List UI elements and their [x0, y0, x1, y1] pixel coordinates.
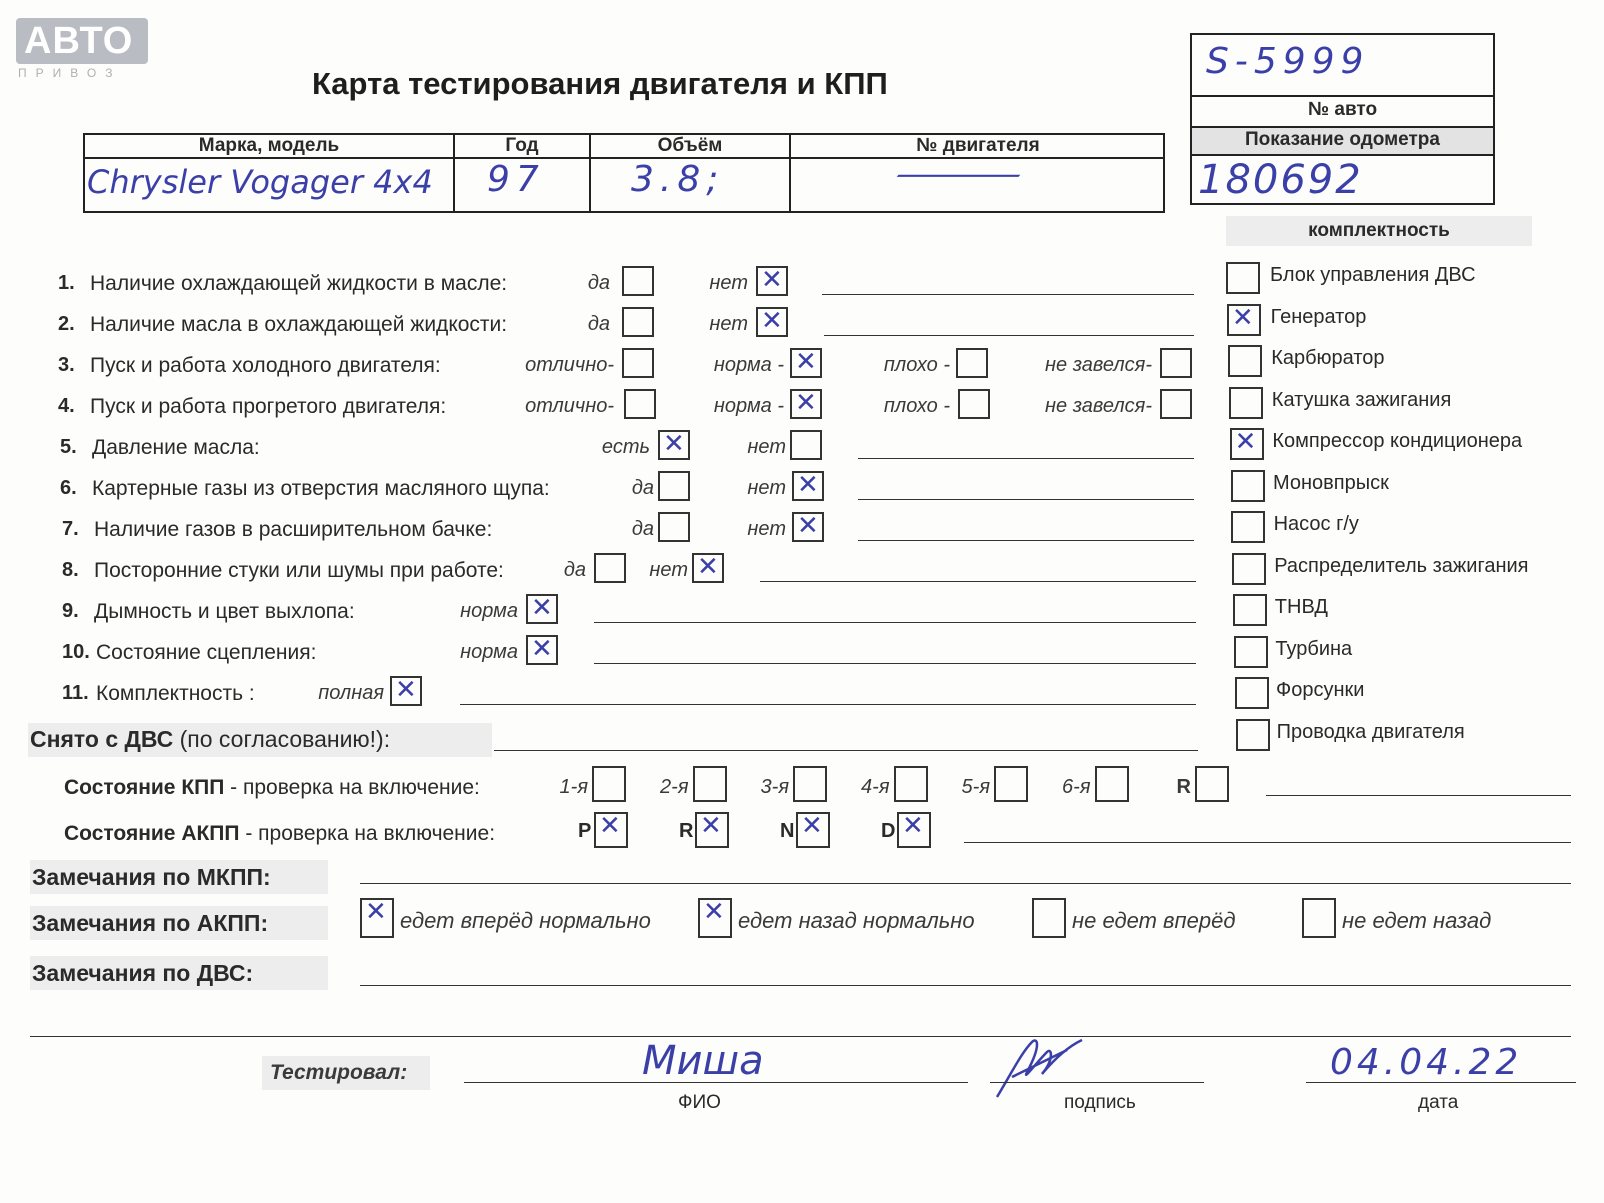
- akpp-gear-checkbox[interactable]: [897, 812, 931, 848]
- option-label: нет: [709, 313, 748, 335]
- gear-checkbox[interactable]: [1095, 766, 1129, 802]
- check-number: 1.: [58, 272, 75, 294]
- fill-line: [858, 458, 1194, 459]
- completeness-label: Катушка зажигания: [1271, 388, 1452, 411]
- completeness-checkbox[interactable]: [1231, 511, 1265, 543]
- completeness-checkbox[interactable]: [1234, 636, 1268, 668]
- completeness-title: комплектность: [1308, 220, 1450, 241]
- remarks-mkpp-label: Замечания по МКПП:: [32, 864, 271, 890]
- option-label: плохо -: [883, 354, 950, 376]
- checkbox[interactable]: [594, 553, 626, 583]
- removed-label-bold: Снято с ДВС: [30, 726, 174, 752]
- option-label: норма: [460, 600, 518, 622]
- akpp-label: [64, 822, 495, 846]
- option-label: да: [587, 272, 610, 294]
- akpp-remark-label: едет вперёд нормально: [400, 908, 651, 933]
- option-label: есть: [601, 436, 650, 458]
- checkbox[interactable]: [792, 512, 824, 542]
- checkbox[interactable]: [658, 471, 690, 501]
- completeness-checkbox[interactable]: [1235, 677, 1269, 709]
- checkbox[interactable]: [790, 389, 822, 419]
- akpp-gear-checkbox[interactable]: [594, 812, 628, 848]
- completeness-label: Турбина: [1275, 637, 1353, 660]
- fill-line: [594, 622, 1196, 623]
- completeness-label: Карбюратор: [1271, 347, 1385, 369]
- akpp-gear-label: P: [578, 820, 592, 842]
- make-model-value: Chrysler Vogager 4x4: [87, 163, 433, 201]
- checkbox[interactable]: [756, 307, 788, 337]
- completeness-label: Компрессор кондиционера: [1272, 430, 1523, 452]
- check-number: 2.: [58, 313, 75, 335]
- completeness-label: Генератор: [1270, 305, 1367, 328]
- kpp-label-bold: Состояние КПП: [64, 776, 225, 799]
- completeness-checkbox[interactable]: [1230, 428, 1264, 460]
- check-number: 3.: [58, 354, 75, 376]
- akpp-remark-checkbox[interactable]: [1302, 898, 1336, 938]
- vehicle-info-table: [83, 133, 1165, 213]
- logo-subtext: ПРИВОЗ: [18, 66, 122, 80]
- fill-line: [822, 294, 1194, 295]
- volume-value: 3.8;: [631, 159, 725, 200]
- checkbox[interactable]: [790, 348, 822, 378]
- option-label: да: [563, 559, 586, 581]
- engine-no-value: —: [891, 157, 1026, 192]
- option-label: нет: [649, 559, 688, 581]
- option-label: не завелся-: [1045, 395, 1152, 417]
- checkbox[interactable]: [622, 266, 654, 296]
- check-number: 4.: [58, 395, 75, 417]
- checkbox[interactable]: [1160, 389, 1192, 419]
- option-label: не завелся-: [1045, 354, 1152, 376]
- completeness-checkbox[interactable]: [1229, 387, 1263, 419]
- akpp-gear-label: D: [881, 820, 896, 842]
- col-year-label: Год: [455, 135, 589, 159]
- logo-text: АВТО: [24, 20, 134, 62]
- akpp-label-bold: Состояние АКПП: [64, 822, 240, 845]
- completeness-label: Моновпрыск: [1273, 471, 1389, 494]
- check-label: Наличие масла в охлаждающей жидкости:: [90, 313, 508, 336]
- removed-label-rest: (по согласованию!):: [173, 726, 391, 752]
- check-number: 10.: [62, 641, 90, 663]
- akpp-gear-checkbox[interactable]: [796, 812, 830, 848]
- akpp-remark-checkbox[interactable]: [360, 898, 394, 938]
- gear-label: 1-я: [559, 776, 588, 798]
- akpp-remark-label: не едет вперёд: [1072, 908, 1236, 933]
- completeness-checkbox[interactable]: [1227, 304, 1261, 336]
- fill-line: [824, 335, 1194, 336]
- option-label: да: [631, 518, 654, 540]
- option-label: нет: [747, 436, 786, 458]
- option-label: норма -: [713, 354, 784, 376]
- check-label: Пуск и работа холодного двигателя:: [90, 354, 441, 377]
- gear-checkbox[interactable]: [793, 766, 827, 802]
- checkbox[interactable]: [790, 430, 822, 460]
- gear-label: R: [1176, 776, 1191, 798]
- checkbox[interactable]: [622, 307, 654, 337]
- odometer-value: 180692: [1198, 157, 1363, 203]
- tester-name: Миша: [642, 1038, 764, 1084]
- akpp-remark-checkbox[interactable]: [698, 898, 732, 938]
- checkbox[interactable]: [390, 676, 422, 706]
- check-number: 7.: [62, 518, 79, 540]
- kpp-label: [64, 776, 480, 800]
- checkbox[interactable]: [526, 635, 558, 665]
- signature-label: подпись: [1064, 1092, 1136, 1113]
- gear-checkbox[interactable]: [1195, 766, 1229, 802]
- completeness-checkbox[interactable]: [1236, 719, 1270, 751]
- checkbox[interactable]: [624, 389, 656, 419]
- check-label: Давление масла:: [92, 436, 260, 459]
- akpp-gear-label: N: [780, 820, 795, 842]
- col-engine-no-label: № двигателя: [791, 135, 1165, 159]
- check-label: Наличие охлаждающей жидкости в масле:: [90, 272, 508, 295]
- gear-checkbox[interactable]: [894, 766, 928, 802]
- gear-checkbox[interactable]: [592, 766, 626, 802]
- gear-label: 3-я: [760, 776, 789, 798]
- auto-number-label: № авто: [1307, 99, 1378, 120]
- fill-line: [594, 663, 1196, 664]
- completeness-label: ТНВД: [1274, 596, 1328, 618]
- option-label: отлично-: [525, 354, 614, 376]
- check-number: 11.: [62, 682, 89, 704]
- check-label: Наличие газов в расширительном бачке:: [94, 518, 493, 541]
- date-label: дата: [1418, 1092, 1459, 1113]
- fill-line: [858, 540, 1194, 541]
- year-value: 97: [487, 159, 545, 200]
- option-label: нет: [709, 272, 748, 294]
- tested-by-label: Тестировал:: [270, 1061, 408, 1084]
- check-label: Картерные газы из отверстия масляного щупа:: [92, 477, 550, 500]
- checkbox[interactable]: [756, 266, 788, 296]
- date-value: 04.04.22: [1330, 1042, 1523, 1083]
- completeness-label: Распределитель зажигания: [1274, 554, 1529, 577]
- akpp-remark-label: не едет назад: [1342, 908, 1492, 933]
- option-label: нет: [747, 518, 786, 540]
- check-number: 6.: [60, 477, 77, 499]
- gear-label: 6-я: [1062, 776, 1091, 798]
- checkbox[interactable]: [692, 553, 724, 583]
- option-label: да: [587, 313, 610, 335]
- checkbox[interactable]: [658, 430, 690, 460]
- kpp-label-rest: - проверка на включение:: [224, 776, 480, 799]
- col-volume-label: Объём: [591, 135, 789, 159]
- auto-number-value: S-5999: [1206, 41, 1370, 82]
- check-number: 5.: [60, 436, 77, 458]
- check-label: Состояние сцепления:: [96, 641, 317, 664]
- gear-checkbox[interactable]: [693, 766, 727, 802]
- completeness-label: Насос г/у: [1273, 513, 1359, 535]
- completeness-checkbox[interactable]: [1231, 470, 1265, 502]
- odometer-label: Показание одометра: [1245, 129, 1440, 150]
- akpp-label-rest: - проверка на включение:: [239, 822, 496, 845]
- akpp-remark-label: едет назад нормально: [738, 908, 975, 933]
- option-label: норма -: [713, 395, 784, 417]
- checkbox[interactable]: [958, 389, 990, 419]
- check-label: Комплектность :: [96, 682, 255, 705]
- completeness-label: Блок управления ДВС: [1270, 264, 1476, 286]
- removed-label: [30, 726, 390, 753]
- option-label: отлично-: [525, 395, 614, 417]
- check-number: 8.: [62, 559, 79, 581]
- gear-label: 4-я: [861, 776, 890, 798]
- option-label: нет: [747, 477, 786, 499]
- fill-line: [858, 499, 1194, 500]
- akpp-gear-label: R: [679, 820, 694, 842]
- option-label: да: [631, 477, 654, 499]
- checkbox[interactable]: [622, 348, 654, 378]
- check-number: 9.: [62, 600, 79, 622]
- page-title: Карта тестирования двигателя и КПП: [312, 66, 888, 101]
- akpp-remark-checkbox[interactable]: [1032, 898, 1066, 938]
- col-make-model-label: Марка, модель: [85, 135, 453, 159]
- akpp-gear-checkbox[interactable]: [695, 812, 729, 848]
- checkbox[interactable]: [956, 348, 988, 378]
- fill-line: [460, 704, 1196, 705]
- logo: [16, 18, 148, 64]
- gear-checkbox[interactable]: [994, 766, 1028, 802]
- option-label: полная: [318, 682, 384, 704]
- completeness-checkbox[interactable]: [1226, 262, 1260, 294]
- check-label: Пуск и работа прогретого двигателя:: [90, 395, 447, 418]
- completeness-checkbox[interactable]: [1233, 594, 1267, 626]
- auto-odometer-box: [1190, 33, 1495, 205]
- completeness-label: Форсунки: [1276, 679, 1365, 701]
- completeness-checkbox[interactable]: [1228, 345, 1262, 377]
- option-label: плохо -: [883, 395, 950, 417]
- checkbox[interactable]: [792, 471, 824, 501]
- remarks-dvs-label: Замечания по ДВС:: [32, 960, 254, 986]
- gear-label: 2-я: [660, 776, 689, 798]
- option-label: норма: [460, 641, 518, 663]
- completeness-label: Проводка двигателя: [1276, 720, 1465, 743]
- checkbox[interactable]: [1160, 348, 1192, 378]
- fill-line: [760, 581, 1196, 582]
- checkbox[interactable]: [526, 594, 558, 624]
- completeness-checkbox[interactable]: [1232, 553, 1266, 585]
- check-label: Дымность и цвет выхлопа:: [94, 600, 355, 623]
- checkbox[interactable]: [658, 512, 690, 542]
- check-label: Посторонние стуки или шумы при работе:: [94, 559, 504, 582]
- fio-label: ФИО: [678, 1092, 721, 1113]
- remarks-akpp-label: Замечания по АКПП:: [32, 910, 269, 936]
- gear-label: 5-я: [961, 776, 990, 798]
